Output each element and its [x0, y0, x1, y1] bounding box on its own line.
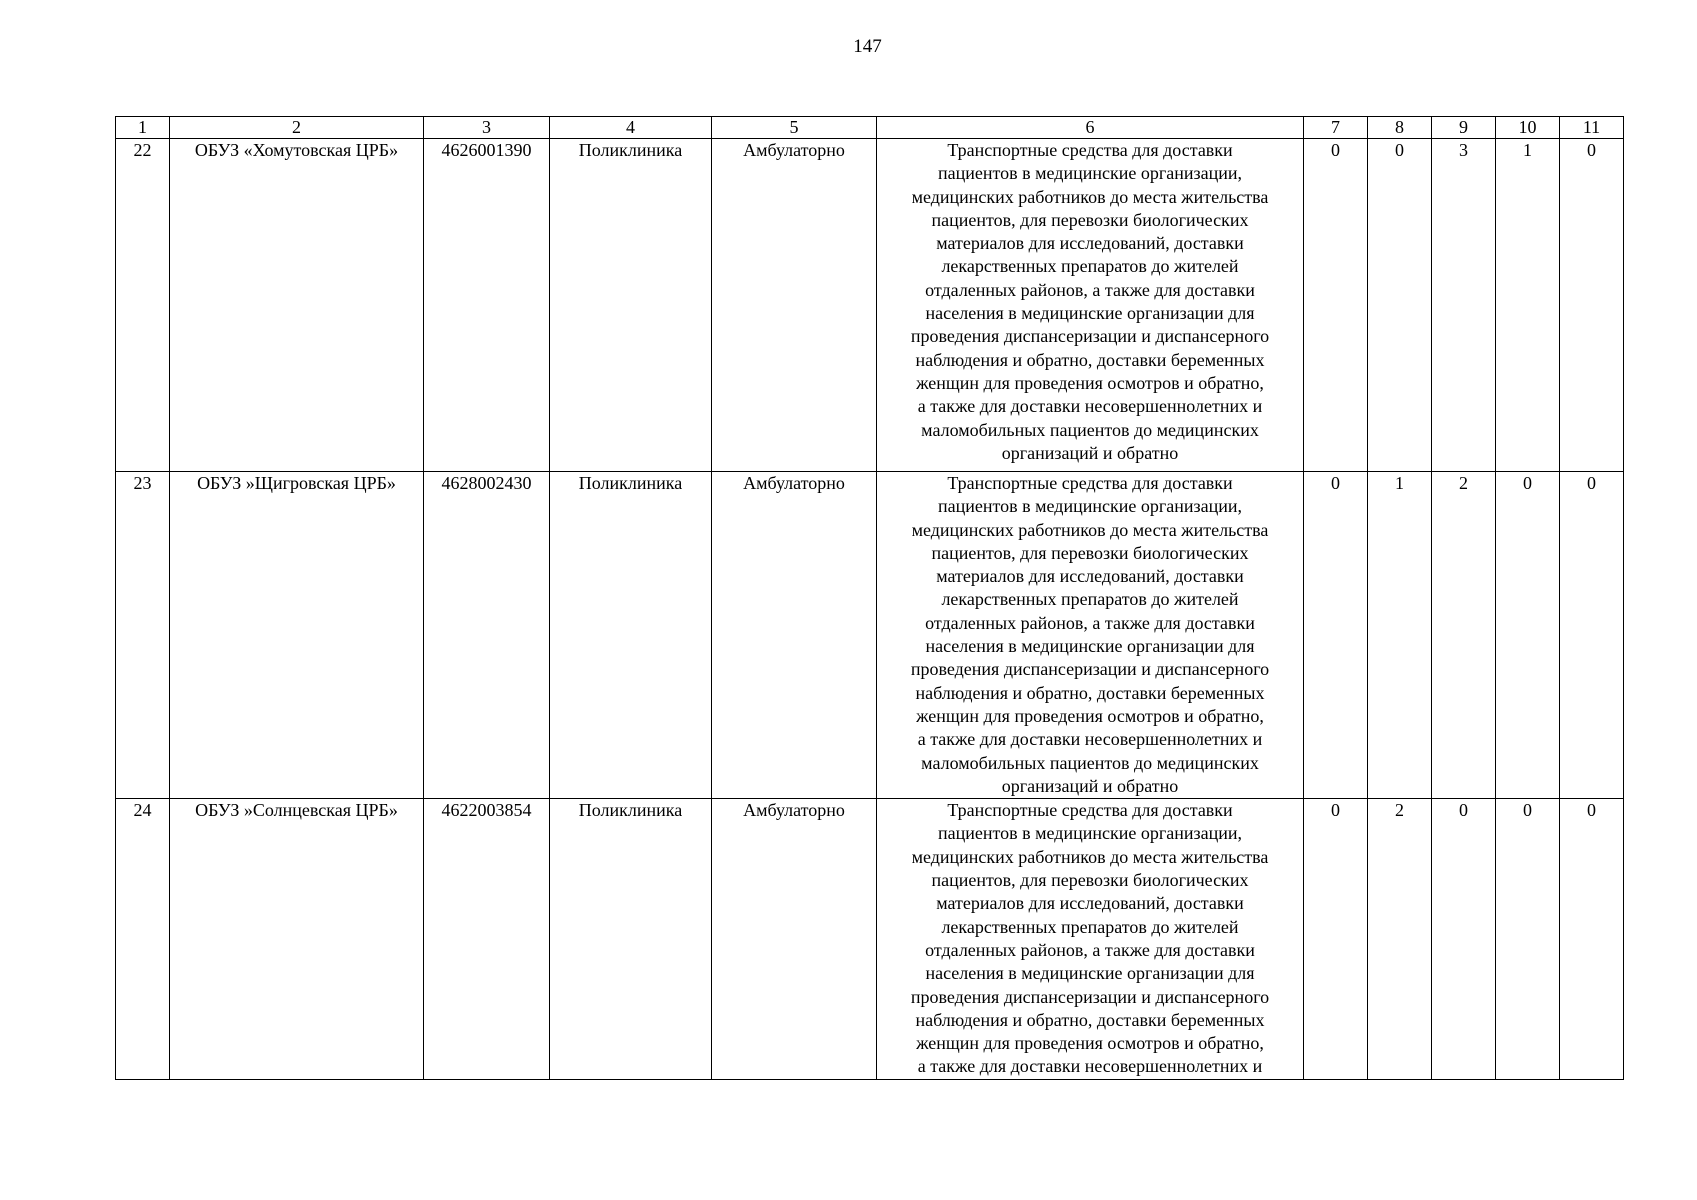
count-col-11: 0 — [1560, 799, 1624, 1080]
column-header: 3 — [424, 117, 550, 139]
description-line: проведения диспансеризации и диспансерного — [910, 326, 1270, 347]
description-line: пациентов, для перевозки биологических — [931, 542, 1249, 563]
description-line: лекарственных препаратов до жителей — [941, 589, 1239, 610]
description-line: проведения диспансеризации и диспансерного — [910, 659, 1270, 680]
description-line: пациентов в медицинские организации, — [938, 163, 1242, 184]
column-header: 5 — [712, 117, 877, 139]
facility-type: Поликлиника — [550, 799, 712, 1080]
description-line: женщин для проведения осмотров и обратно, — [916, 705, 1264, 726]
description-line: отдаленных районов, а также для доставки — [925, 612, 1255, 633]
inn-code: 4626001390 — [424, 139, 550, 472]
count-col-11: 0 — [1560, 139, 1624, 472]
count-col-9: 0 — [1432, 799, 1496, 1080]
count-col-10: 1 — [1496, 139, 1560, 472]
care-mode: Амбулаторно — [712, 799, 877, 1080]
description-line: наблюдения и обратно, доставки беременных — [915, 1009, 1265, 1030]
description-line: населения в медицинские организации для — [925, 303, 1255, 324]
count-col-10: 0 — [1496, 472, 1560, 799]
care-mode: Амбулаторно — [712, 472, 877, 799]
count-col-8: 1 — [1368, 472, 1432, 799]
description-line: проведения диспансеризации и диспансерного — [910, 986, 1270, 1007]
vehicle-purpose-description — [877, 139, 1304, 472]
description-line: лекарственных препаратов до жителей — [941, 916, 1239, 937]
table-header-row — [116, 117, 1624, 139]
description-line: пациентов в медицинские организации, — [938, 823, 1242, 844]
column-header: 1 — [116, 117, 170, 139]
count-col-9: 3 — [1432, 139, 1496, 472]
description-line: пациентов в медицинские организации, — [938, 496, 1242, 517]
description-line: женщин для проведения осмотров и обратно, — [916, 1033, 1264, 1054]
description-line: материалов для исследований, доставки — [936, 566, 1244, 587]
care-mode: Амбулаторно — [712, 139, 877, 472]
count-col-7: 0 — [1304, 799, 1368, 1080]
column-header: 2 — [170, 117, 424, 139]
inn-code: 4622003854 — [424, 799, 550, 1080]
page-number: 147 — [853, 36, 882, 57]
count-col-9: 2 — [1432, 472, 1496, 799]
description-line: женщин для проведения осмотров и обратно, — [916, 372, 1264, 393]
description-line: организаций и обратно — [1001, 442, 1179, 463]
vehicle-purpose-description — [877, 799, 1304, 1080]
description-line: а также для доставки несовершеннолетних и — [917, 396, 1263, 417]
organization-name: ОБУЗ »Щигровская ЦРБ» — [170, 472, 424, 799]
count-col-7: 0 — [1304, 472, 1368, 799]
column-header: 4 — [550, 117, 712, 139]
description-line: маломобильных пациентов до медицинских — [921, 419, 1259, 440]
count-col-8: 0 — [1368, 139, 1432, 472]
description-line: пациентов, для перевозки биологических — [931, 209, 1249, 230]
count-col-8: 2 — [1368, 799, 1432, 1080]
column-header: 11 — [1560, 117, 1624, 139]
description-line: медицинских работников до места жительства — [911, 186, 1269, 207]
facility-type: Поликлиника — [550, 472, 712, 799]
description-line: а также для доставки несовершеннолетних и — [917, 729, 1263, 750]
row-number: 24 — [116, 799, 170, 1080]
table-row — [116, 472, 1624, 799]
description-line: медицинских работников до места жительства — [911, 519, 1269, 540]
description-line: пациентов, для перевозки биологических — [931, 870, 1249, 891]
description-line: Транспортные средства для доставки — [947, 140, 1233, 160]
description-line: населения в медицинские организации для — [925, 636, 1255, 657]
column-header: 8 — [1368, 117, 1432, 139]
table-row — [116, 799, 1624, 1080]
description-line: отдаленных районов, а также для доставки — [925, 279, 1255, 300]
organization-name: ОБУЗ «Хомутовская ЦРБ» — [170, 139, 424, 472]
row-number: 22 — [116, 139, 170, 472]
description-line: маломобильных пациентов до медицинских — [921, 752, 1259, 773]
count-col-10: 0 — [1496, 799, 1560, 1080]
count-col-11: 0 — [1560, 472, 1624, 799]
column-header: 9 — [1432, 117, 1496, 139]
column-header: 10 — [1496, 117, 1560, 139]
description-line: отдаленных районов, а также для доставки — [925, 939, 1255, 960]
description-line: Транспортные средства для доставки — [947, 473, 1233, 493]
description-line: наблюдения и обратно, доставки беременных — [915, 349, 1265, 370]
description-line: лекарственных препаратов до жителей — [941, 256, 1239, 277]
description-line: наблюдения и обратно, доставки беременных — [915, 682, 1265, 703]
description-line: Транспортные средства для доставки — [947, 800, 1233, 821]
column-header: 6 — [877, 117, 1304, 139]
description-line: организаций и обратно — [1001, 775, 1179, 796]
facility-type: Поликлиника — [550, 139, 712, 472]
organization-name: ОБУЗ »Солнцевская ЦРБ» — [170, 799, 424, 1080]
description-line: а также для доставки несовершеннолетних и — [917, 1056, 1263, 1077]
description-line: медицинских работников до места жительства — [911, 846, 1269, 867]
vehicle-purpose-description — [877, 472, 1304, 799]
inn-code: 4628002430 — [424, 472, 550, 799]
row-number: 23 — [116, 472, 170, 799]
description-line: материалов для исследований, доставки — [936, 233, 1244, 254]
table-row — [116, 139, 1624, 472]
description-line: населения в медицинские организации для — [925, 963, 1255, 984]
data-table — [115, 116, 1624, 1080]
count-col-7: 0 — [1304, 139, 1368, 472]
column-header: 7 — [1304, 117, 1368, 139]
description-line: материалов для исследований, доставки — [936, 893, 1244, 914]
